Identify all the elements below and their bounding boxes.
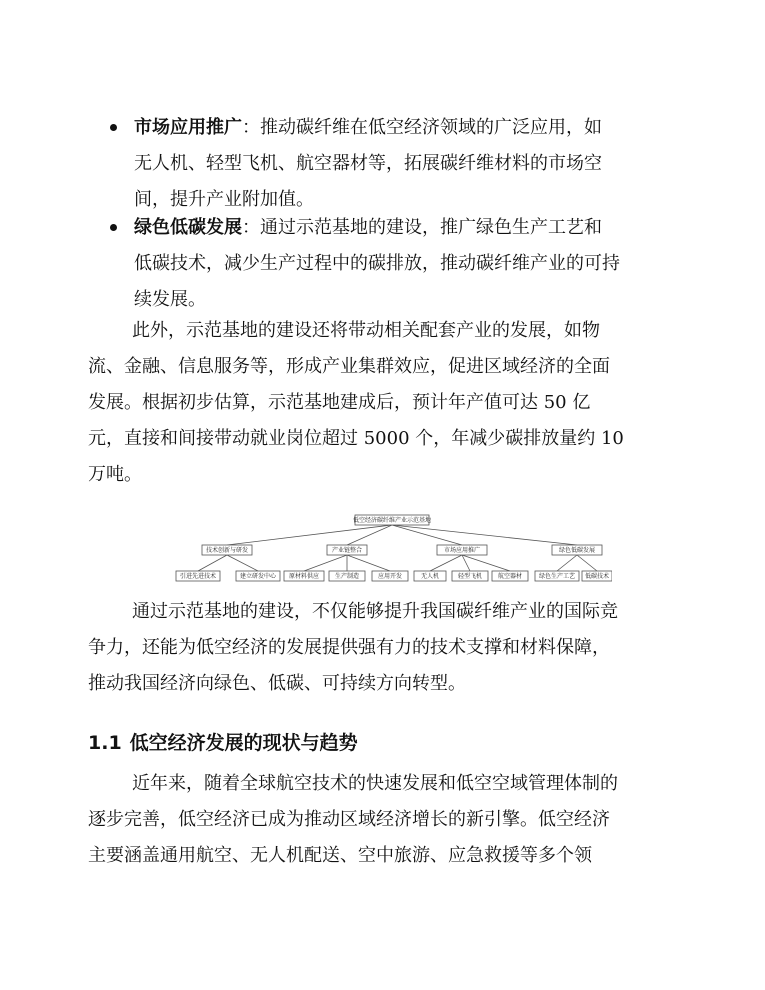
para-line: 流、金融、信息服务等，形成产业集群效应，促进区域经济的全面 (88, 356, 610, 377)
diagram-branch-label: 绿色低碳发展 (558, 547, 596, 555)
bullet-label: 市场应用推广 (134, 117, 242, 138)
bullet-label: 绿色低碳发展 (134, 217, 242, 238)
diagram-connectors (198, 525, 597, 571)
diagram-leaf-label: 轻型飞机 (457, 573, 483, 581)
bullet-line (134, 210, 666, 246)
diagram-leaf-label: 应用开发 (377, 573, 403, 581)
bullet-line: 续发展。 (134, 289, 206, 310)
para-line: 推动我国经济向绿色、低碳、可持续方向转型。 (88, 673, 466, 694)
diagram-leaf-label: 生产制造 (334, 573, 360, 581)
diagram-leaf-label: 低碳技术 (584, 573, 610, 581)
diagram-leaf-label: 绿色生产工艺 (538, 573, 576, 581)
para-line: 元，直接和间接带动就业岗位超过 5000 个，年减少碳排放量约 10 (88, 428, 624, 449)
diagram-root-label: 低空经济碳纤维产业示范基地 (352, 517, 432, 525)
diagram-leaf-label: 原材料供应 (288, 573, 320, 581)
diagram-branch-label: 产业链整合 (331, 547, 363, 555)
paragraph-low-altitude-status (88, 766, 678, 874)
diagram-leaf-label: 建立研发中心 (239, 573, 277, 581)
bullet-line: 低碳技术，减少生产过程中的碳排放，推动碳纤维产业的可持 (134, 253, 620, 274)
para-line: 主要涵盖通用航空、无人机配送、空中旅游、应急救援等多个领 (88, 845, 592, 866)
para-line: 此外，示范基地的建设还将带动相关配套产业的发展，如物 (132, 320, 600, 341)
diagram-leaf-label: 无人机 (420, 573, 440, 581)
para-line: 近年来，随着全球航空技术的快速发展和低空空域管理体制的 (132, 773, 618, 794)
para-line: 通过示范基地的建设，不仅能够提升我国碳纤维产业的国际竞 (132, 601, 618, 622)
bullet-line: 间，提升产业附加值。 (134, 189, 314, 210)
diagram-branch-label: 市场应用推广 (443, 547, 481, 555)
section-heading (88, 728, 366, 755)
bullet-text (134, 210, 666, 318)
paragraph-industry-effect (88, 313, 678, 493)
org-diagram (172, 509, 612, 591)
section-title: 低空经济发展的现状与趋势 (129, 732, 358, 754)
para-line: 发展。根据初步估算，示范基地建成后，预计年产值可达 50 亿 (88, 392, 591, 413)
para-line: 逐步完善，低空经济已成为推动区域经济增长的新引擎。低空经济 (88, 809, 610, 830)
diagram-branch-label: 技术创新与研发 (205, 547, 249, 555)
diagram-leaf-label: 航空器材 (497, 573, 523, 581)
bullet-text (134, 110, 666, 218)
diagram-leaf-label: 引进先进技术 (179, 573, 217, 581)
section-number: 1.1 (88, 732, 122, 754)
bullet-line (134, 110, 666, 146)
paragraph-summary (88, 594, 678, 702)
bullet-line-text: ：推动碳纤维在低空经济领域的广泛应用，如 (242, 117, 602, 138)
para-line: 万吨。 (88, 464, 142, 485)
org-diagram-svg (172, 509, 612, 591)
bullet-line: 无人机、轻型飞机、航空器材等，拓展碳纤维材料的市场空 (134, 153, 602, 174)
bullet-dot-icon (110, 224, 117, 231)
bullet-line-text: ：通过示范基地的建设，推广绿色生产工艺和 (242, 217, 602, 238)
para-line: 争力，还能为低空经济的发展提供强有力的技术支撑和材料保障， (88, 637, 610, 658)
bullet-dot-icon (110, 124, 117, 131)
